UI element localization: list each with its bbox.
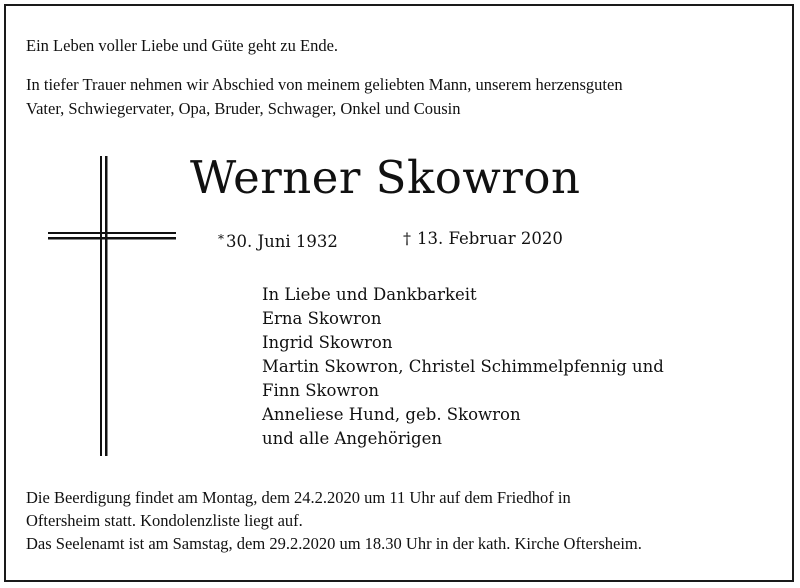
birth-date (218, 228, 338, 253)
mourner-line: Ingrid Skowron (262, 333, 393, 352)
funeral-info-line: Die Beerdigung findet am Montag, dem 24.2.2020 um 11 Uhr auf dem Friedhof in (26, 488, 571, 507)
mourner-line: Finn Skowron (262, 381, 380, 400)
birth-date-text: 30. Juni 1932 (226, 232, 338, 251)
death-symbol: † (403, 229, 411, 248)
mourner-line: In Liebe und Dankbarkeit (262, 285, 477, 304)
intro-line: Vater, Schwiegervater, Opa, Bruder, Schwager, Onkel und Cousin (26, 99, 461, 118)
funeral-info-line: Oftersheim statt. Kondolenzliste liegt auf. (26, 511, 303, 530)
mourner-line: Erna Skowron (262, 309, 382, 328)
intro-line: In tiefer Trauer nehmen wir Abschied von meinem geliebten Mann, unserem herzensguten (26, 75, 623, 94)
cross-icon (44, 156, 179, 456)
deceased-name: Werner Skowron (190, 151, 581, 204)
birth-symbol: * (218, 232, 224, 246)
death-date (403, 228, 563, 250)
mourner-line: Martin Skowron, Christel Schimmelpfennig und (262, 357, 664, 376)
requiem-info-line: Das Seelenamt ist am Samstag, dem 29.2.2020 um 18.30 Uhr in der kath. Kirche Oftersheim. (26, 534, 642, 553)
mourner-line: und alle Angehörigen (262, 429, 443, 448)
mourner-line: Anneliese Hund, geb. Skowron (262, 405, 521, 424)
death-date-text: 13. Februar 2020 (417, 229, 563, 248)
intro-line: Ein Leben voller Liebe und Güte geht zu Ende. (26, 36, 339, 55)
mourners-list (262, 283, 664, 451)
